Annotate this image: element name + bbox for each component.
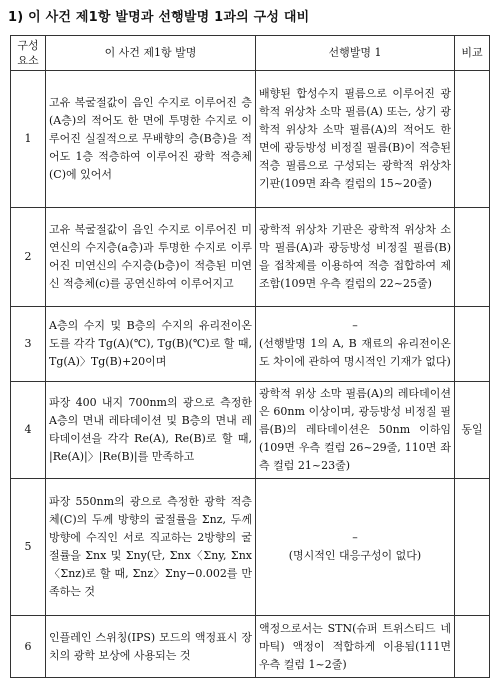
row-number: 3	[11, 307, 46, 382]
table-row	[11, 382, 490, 479]
prior-art-cell: 액정으로서는 STN(슈퍼 트위스티드 네마틱) 액정이 적합하게 이용됨(111면 우측 컬럼 1~2줄)	[256, 616, 455, 678]
section-title: 1) 이 사건 제1항 발명과 선행발명 1과의 구성 대비	[8, 10, 310, 25]
row-number: 2	[11, 208, 46, 307]
compare-cell	[455, 307, 490, 382]
comparison-table	[10, 35, 490, 678]
header-invention: 이 사건 제1항 발명	[46, 36, 256, 71]
header-row	[11, 36, 490, 71]
compare-cell	[455, 208, 490, 307]
prior-art-cell: 배향된 합성수지 필름으로 이루어진 광학적 위상차 소막 필름(A) 또는, 상기 광학적 위상차 소막 필름(A)의 적어도 한면에 광등방성 비정질 필름(B)이 적층된 적층 필름으로 구성되는 광학적 위상차 기판(109면 좌측 컬럼의 15~20줄)	[256, 71, 455, 208]
compare-cell	[455, 71, 490, 208]
invention-cell: 고유 복굴절값이 음인 수지로 이루어진 미연신의 수지층(a층)과 투명한 수지로 이루어진 미연신의 수지층(b층)이 적층된 미연신 적층체(c)를 공연신하여 이루어지고	[46, 208, 256, 307]
row-number: 4	[11, 382, 46, 479]
compare-cell: 동일	[455, 382, 490, 479]
prior-art-cell: – (명시적인 대응구성이 없다)	[256, 479, 455, 616]
table-row	[11, 307, 490, 382]
header-prior-art: 선행발명 1	[256, 36, 455, 71]
prior-art-cell: 광학적 위상 소막 필름(A)의 레타데이션은 60nm 이상이며, 광등방성 비정질 필름(B)의 레타데이션은 50nm 이하임(109면 우측 컬럼 26~29줄, 110면 좌측 컬럼 21~23줄)	[256, 382, 455, 479]
dash-mark: –	[352, 319, 358, 332]
invention-cell: 파장 550nm의 광으로 측정한 광학 적층체(C)의 두께 방향의 굴절률을 Σnz, 두께 방향에 수직인 서로 직교하는 2방향의 굴절률을 Σnx 및 Σny(단, Σnx〈Σny, Σnx〈Σnz)로 할 때, Σnz〉Σny−0.002를 만족하는 것	[46, 479, 256, 616]
header-component: 구성 요소	[11, 36, 46, 71]
invention-cell: 고유 복굴절값이 음인 수지로 이루어진 층(A층)의 적어도 한 면에 투명한 수지로 이루어진 실질적으로 무배향의 층(B층)을 적어도 1층 적층하여 이루어진 광학 적층체(C)에 있어서	[46, 71, 256, 208]
prior-art-cell: – (선행발명 1의 A, B 재료의 유리전이온도 차이에 관하여 명시적인 기재가 없다)	[256, 307, 455, 382]
prior-art-cell: 광학적 위상차 기판은 광학적 위상차 소막 필름(A)과 광등방성 비정질 필름(B)을 접착제를 이용하여 적층 접합하여 제조함(109면 우측 컬럼의 22~25줄)	[256, 208, 455, 307]
invention-cell: A층의 수지 및 B층의 수지의 유리전이온도를 각각 Tg(A)(℃), Tg(B)(℃)로 할 때, Tg(A)〉Tg(B)+20이며	[46, 307, 256, 382]
table-row	[11, 616, 490, 678]
row-number: 6	[11, 616, 46, 678]
invention-cell: 파장 400 내지 700nm의 광으로 측정한 A층의 면내 레타데이션 및 B층의 면내 레타데이션을 각각 Re(A), Re(B)로 할 때, |Re(A)|〉|Re(B)|를 만족하고	[46, 382, 256, 479]
invention-cell: 인플레인 스위칭(IPS) 모드의 액정표시 장치의 광학 보상에 사용되는 것	[46, 616, 256, 678]
compare-cell	[455, 616, 490, 678]
compare-cell	[455, 479, 490, 616]
table-row	[11, 71, 490, 208]
header-compare: 비교	[455, 36, 490, 71]
table-row	[11, 208, 490, 307]
row-number: 1	[11, 71, 46, 208]
dash-mark: –	[352, 531, 358, 544]
row-number: 5	[11, 479, 46, 616]
table-row	[11, 479, 490, 616]
